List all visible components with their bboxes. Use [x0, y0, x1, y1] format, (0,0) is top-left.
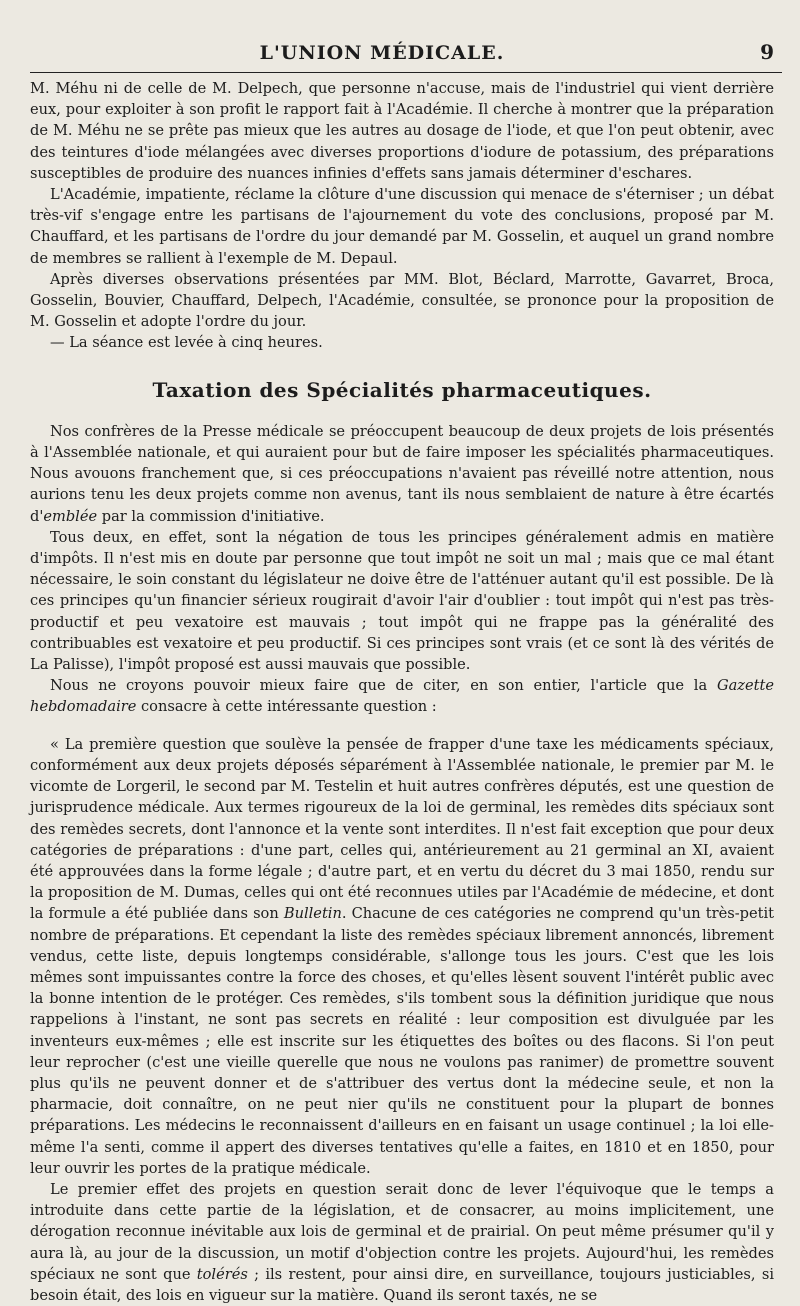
quote-paragraph-1-end: . Chacune de ces catégories ne comprend qu'un très-petit nombre de préparations. Et cependant la liste des remèdes spéciaux librement annoncés, librement vendus, cette liste, depuis longtemps considérable, s'allonge tous les jours. C'est que les lois mêmes sont impuissantes contre la force des choses, et qu'elles lèsent souvent l'intérêt public avec la bonne intention de le protéger. Ces remèdes, s'ils tombent sous la définition juridique que nous rappelions à l'instant, ne sont pas secrets en réalité : leur composition est divulguée par les inventeurs eux-mêmes ; elle est inscrite sur les étiquettes des boîtes ou des flacons. Si l'on peut leur reprocher (c'est une vieille querelle que nous ne voulons pas ranimer) de promettre souvent plus qu'ils ne peuvent donner et de s'attribuer des vertus dont la médecine seule, et non la pharmacie, doit connaître, on ne peut nier qu'ils ne constituent pour la plupart de bonnes préparations. Les médecins le reconnaissent d'ailleurs en en faisant un usage continuel ; la loi elle-même l'a senti, comme il appert des diverses tentatives qu'elle a faites, en 1810 et en 1850, pour leur ouvrir les portes de la pratique médicale.	[30, 905, 775, 1177]
section-paragraph-3	[30, 675, 774, 717]
intro-paragraph-1: M. Méhu ni de celle de M. Delpech, que personne n'accuse, mais de l'industriel qui vient derrière eux, pour exploiter à son profit le rapport fait à l'Académie. Il cherche à montrer que la préparation de M. Méhu ne se prête pas mieux que les autres au dosage de l'iode, et que l'on peut obtenir, avec des teintures d'iode mélangées avec diverses proportions d'iodure de potassium, des préparations susceptibles de produire des nuances infinies d'effets sans jamais déterminer d'eschares.	[30, 80, 774, 182]
intro-paragraph-3: Après diverses observations présentées par MM. Blot, Béclard, Marrotte, Gavarret, Broca, Gosselin, Bouvier, Chauffard, Delpech, l'Académie, consultée, se prononce pour la proposition de M. Gosselin et adopte l'ordre du jour.	[30, 270, 774, 331]
section-paragraph-3-text: Nous ne croyons pouvoir mieux faire que de citer, en son entier, l'article que la	[50, 677, 717, 695]
quote-paragraph-1-emphasis: Bulletin	[283, 905, 342, 923]
running-title: L'UNION MÉDICALE.	[259, 42, 505, 64]
section-paragraph-1	[30, 421, 774, 527]
body-text	[30, 76, 774, 1306]
quote-paragraph-2-text: Le premier effet des projets en question serait donc de lever l'équivoque que le temps a introduite dans cette partie de la législation, et de consacrer, au moins implicitement, une dérogation reconnue inévitable aux lois de germinal et de prairial. On peut même présumer qu'il y aura là, au jour de la discussion, un motif d'objection contre les projets. Aujourd'hui, les remèdes spéciaux ne sont que	[30, 1180, 774, 1283]
quote-paragraph-2-end: ; ils restent, pour ainsi dire, en surveillance, toujours justiciables, si besoin était, des lois en vigueur sur la matière. Quand ils seront taxés, ne se	[30, 1265, 774, 1304]
quote-paragraph-1	[30, 734, 774, 1179]
section-paragraph-2: Tous deux, en effet, sont la négation de tous les principes généralement admis en matière d'impôts. Il n'est mis en doute par personne que tout impôt ne soit un mal ; mais que ce mal étant nécessaire, le soin constant du législateur ne doive être de l'atténuer autant qu'il est possible. De là ces principes qu'un financier sérieux rougirait d'avoir l'air d'oublier : tout impôt qui n'est pas très-productif et peu vexatoire est mauvais ; tout impôt qui ne frappe pas la généralité des contribuables est vexatoire et peu productif. Si ces principes sont vrais (et ce sont là des vérités de La Palisse), l'impôt proposé est aussi mauvais que possible.	[30, 528, 774, 674]
header-rule	[30, 72, 782, 73]
intro-paragraph-4: — La séance est levée à cinq heures.	[50, 334, 323, 352]
section-paragraph-3-emphasis: Gazette hebdomadaire	[30, 677, 774, 716]
section-paragraph-3-end: consacre à cette intéressante question :	[136, 698, 437, 716]
section-paragraph-1-text: Nos confrères de la Presse médicale se préoccupent beaucoup de deux projets de lois présentés à l'Assemblée nationale, et qui auraient pour but de faire imposer les spécialités pharmaceutiques. Nous avouons franchement que, si ces préoccupations n'avaient pas réveillé notre attention, nous aurions tenu les deux projets comme non avenus, tant ils nous semblaient de nature à être écartés d'	[30, 422, 774, 525]
quote-paragraph-1-text: « La première question que soulève la pensée de frapper d'une taxe les médicaments spéciaux, conformément aux deux projets déposés séparément à l'Assemblée nationale, le premier par M. le vicomte de Lorgeril, le second par M. Testelin et huit autres confrères députés, est une question de jurisprudence médicale. Aux termes rigoureux de la loi de germinal, les remèdes dits spéciaux sont des remèdes secrets, dont l'annonce et la vente sont interdites. Il n'est fait exception que pour deux catégories de préparations : d'une part, celles qui, antérieurement au 21 germinal an XI, avaient été approuvées dans la forme légale ; d'autre part, et en vertu du décret du 3 mai 1850, rendu sur la proposition de M. Dumas, celles qui ont été reconnues utiles par l'Académie de médecine, et dont la formule a été publiée dans son	[30, 735, 774, 923]
page-number: 9	[760, 40, 774, 64]
running-head	[30, 0, 774, 76]
section-heading: Taxation des Spécialités pharmaceutiques.	[152, 377, 652, 402]
section-paragraph-1-end: par la commission d'initiative.	[97, 507, 325, 525]
quote-paragraph-2-emphasis: tolérés	[196, 1265, 248, 1283]
intro-paragraph-2: L'Académie, impatiente, réclame la clôture d'une discussion qui menace de s'éterniser ; un débat très-vif s'engage entre les partisans de l'ajournement du vote des conclusions, proposé par M. Chauffard, et les partisans de l'ordre du jour demandé par M. Gosselin, et auquel un grand nombre de membres se rallient à l'exemple de M. Depaul.	[30, 186, 774, 267]
section-paragraph-1-emphasis: emblée	[43, 507, 98, 525]
